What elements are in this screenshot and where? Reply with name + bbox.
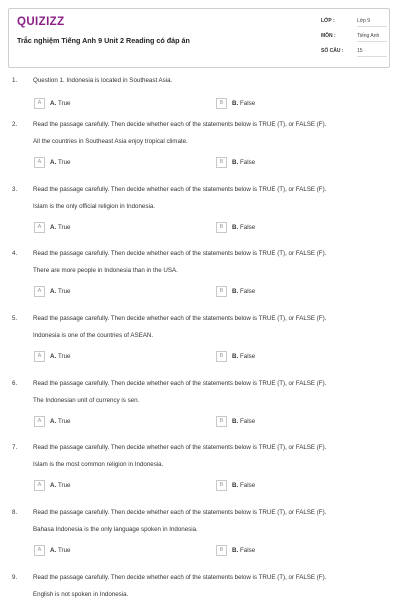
question-instruction: Read the passage carefully. Then decide whether each of the statements below is TRUE (T), or FALSE (F).: [33, 250, 327, 257]
meta-row-class: [321, 16, 387, 31]
question-instruction: Read the passage carefully. Then decide whether each of the statements below is TRUE (T), or FALSE (F).: [33, 444, 327, 451]
option-true[interactable]: [34, 98, 154, 109]
option-text: True: [58, 418, 71, 425]
question-number: 5.: [12, 315, 18, 322]
option-text: True: [58, 547, 71, 554]
option-false[interactable]: [216, 480, 336, 491]
option-text: False: [240, 547, 256, 554]
option-text: True: [58, 100, 71, 107]
option-true[interactable]: [34, 416, 154, 427]
option-text: False: [240, 353, 256, 360]
option-false[interactable]: [216, 286, 336, 297]
option-key: B.: [232, 159, 239, 166]
question-number: 6.: [12, 380, 18, 387]
question-statement: Bahasa Indonesia is the only language spoken in Indonesia.: [33, 526, 198, 533]
option-false[interactable]: [216, 157, 336, 168]
question-statement: All the countries in Southeast Asia enjoy tropical climate.: [33, 138, 188, 145]
option-key: B.: [232, 288, 239, 295]
meta-label: MÔN :: [321, 33, 336, 39]
question-number: 7.: [12, 444, 18, 451]
option-letter-box[interactable]: B: [216, 222, 227, 233]
option-letter-box[interactable]: B: [216, 286, 227, 297]
option-true[interactable]: [34, 545, 154, 556]
option-key: A.: [50, 159, 57, 166]
quizizz-logo: QUIZIZZ: [17, 16, 65, 28]
option-false[interactable]: [216, 545, 336, 556]
meta-label: LỚP :: [321, 18, 335, 24]
option-true[interactable]: [34, 222, 154, 233]
question-number: 3.: [12, 186, 18, 193]
option-false[interactable]: [216, 416, 336, 427]
question-number: 1.: [12, 77, 18, 84]
question-statement: Indonesia is one of the countries of ASEAN.: [33, 332, 154, 339]
option-true[interactable]: [34, 157, 154, 168]
option-key: B.: [232, 482, 239, 489]
question-number: 2.: [12, 121, 18, 128]
question-number: 4.: [12, 250, 18, 257]
option-true[interactable]: [34, 351, 154, 362]
question-statement: There are more people in Indonesia than in the USA.: [33, 267, 178, 274]
option-key: B.: [232, 547, 239, 554]
option-letter-box[interactable]: B: [216, 416, 227, 427]
option-text: True: [58, 224, 71, 231]
option-key: B.: [232, 100, 239, 107]
option-text: False: [240, 100, 256, 107]
option-key: B.: [232, 418, 239, 425]
option-letter-box[interactable]: B: [216, 98, 227, 109]
option-letter-box[interactable]: B: [216, 545, 227, 556]
option-text: False: [240, 224, 256, 231]
option-text: True: [58, 353, 71, 360]
question-instruction: Read the passage carefully. Then decide whether each of the statements below is TRUE (T), or FALSE (F).: [33, 380, 327, 387]
question-statement: Islam is the most common religion in Indonesia.: [33, 461, 164, 468]
option-letter-box[interactable]: A: [34, 545, 45, 556]
option-letter-box[interactable]: A: [34, 416, 45, 427]
option-true[interactable]: [34, 480, 154, 491]
option-key: B.: [232, 353, 239, 360]
option-letter-box[interactable]: A: [34, 157, 45, 168]
option-key: A.: [50, 547, 57, 554]
option-false[interactable]: [216, 98, 336, 109]
option-text: True: [58, 482, 71, 489]
question-instruction: Read the passage carefully. Then decide whether each of the statements below is TRUE (T), or FALSE (F).: [33, 315, 327, 322]
question-instruction: Read the passage carefully. Then decide whether each of the statements below is TRUE (T), or FALSE (F).: [33, 121, 327, 128]
option-letter-box[interactable]: B: [216, 480, 227, 491]
question-number: 9.: [12, 574, 18, 581]
meta-label: SỐ CÂU :: [321, 48, 344, 54]
option-text: False: [240, 418, 256, 425]
option-letter-box[interactable]: A: [34, 286, 45, 297]
option-key: B.: [232, 224, 239, 231]
option-letter-box[interactable]: B: [216, 351, 227, 362]
option-text: True: [58, 159, 71, 166]
question-instruction: Read the passage carefully. Then decide whether each of the statements below is TRUE (T), or FALSE (F).: [33, 509, 327, 516]
question-statement: The Indonesian unit of currency is sen.: [33, 397, 140, 404]
meta-row-subject: [321, 31, 387, 46]
option-letter-box[interactable]: A: [34, 222, 45, 233]
option-false[interactable]: [216, 351, 336, 362]
question-statement: Islam is the only official religion in Indonesia.: [33, 203, 155, 210]
option-false[interactable]: [216, 222, 336, 233]
meta-value: Tiếng Anh: [357, 31, 387, 42]
option-true[interactable]: [34, 286, 154, 297]
option-text: False: [240, 482, 256, 489]
question-number: 8.: [12, 509, 18, 516]
meta-row-question-count: [321, 46, 387, 61]
worksheet-header: [8, 8, 390, 68]
option-letter-box[interactable]: B: [216, 157, 227, 168]
option-text: False: [240, 288, 256, 295]
option-letter-box[interactable]: A: [34, 351, 45, 362]
option-key: A.: [50, 418, 57, 425]
question-statement: English is not spoken in Indonesia.: [33, 591, 129, 598]
option-key: A.: [50, 482, 57, 489]
meta-value: 15: [357, 46, 387, 57]
option-key: A.: [50, 288, 57, 295]
question-instruction: Read the passage carefully. Then decide whether each of the statements below is TRUE (T), or FALSE (F).: [33, 574, 327, 581]
question-instruction: Question 1. Indonesia is located in Southeast Asia.: [33, 77, 173, 84]
option-letter-box[interactable]: A: [34, 480, 45, 491]
option-letter-box[interactable]: A: [34, 98, 45, 109]
meta-value: Lớp 9: [357, 16, 387, 27]
option-text: True: [58, 288, 71, 295]
option-key: A.: [50, 100, 57, 107]
option-key: A.: [50, 224, 57, 231]
quiz-title: Trắc nghiệm Tiếng Anh 9 Unit 2 Reading có đáp án: [17, 36, 190, 45]
quiz-meta: [321, 16, 387, 61]
question-instruction: Read the passage carefully. Then decide whether each of the statements below is TRUE (T), or FALSE (F).: [33, 186, 327, 193]
option-text: False: [240, 159, 256, 166]
option-key: A.: [50, 353, 57, 360]
